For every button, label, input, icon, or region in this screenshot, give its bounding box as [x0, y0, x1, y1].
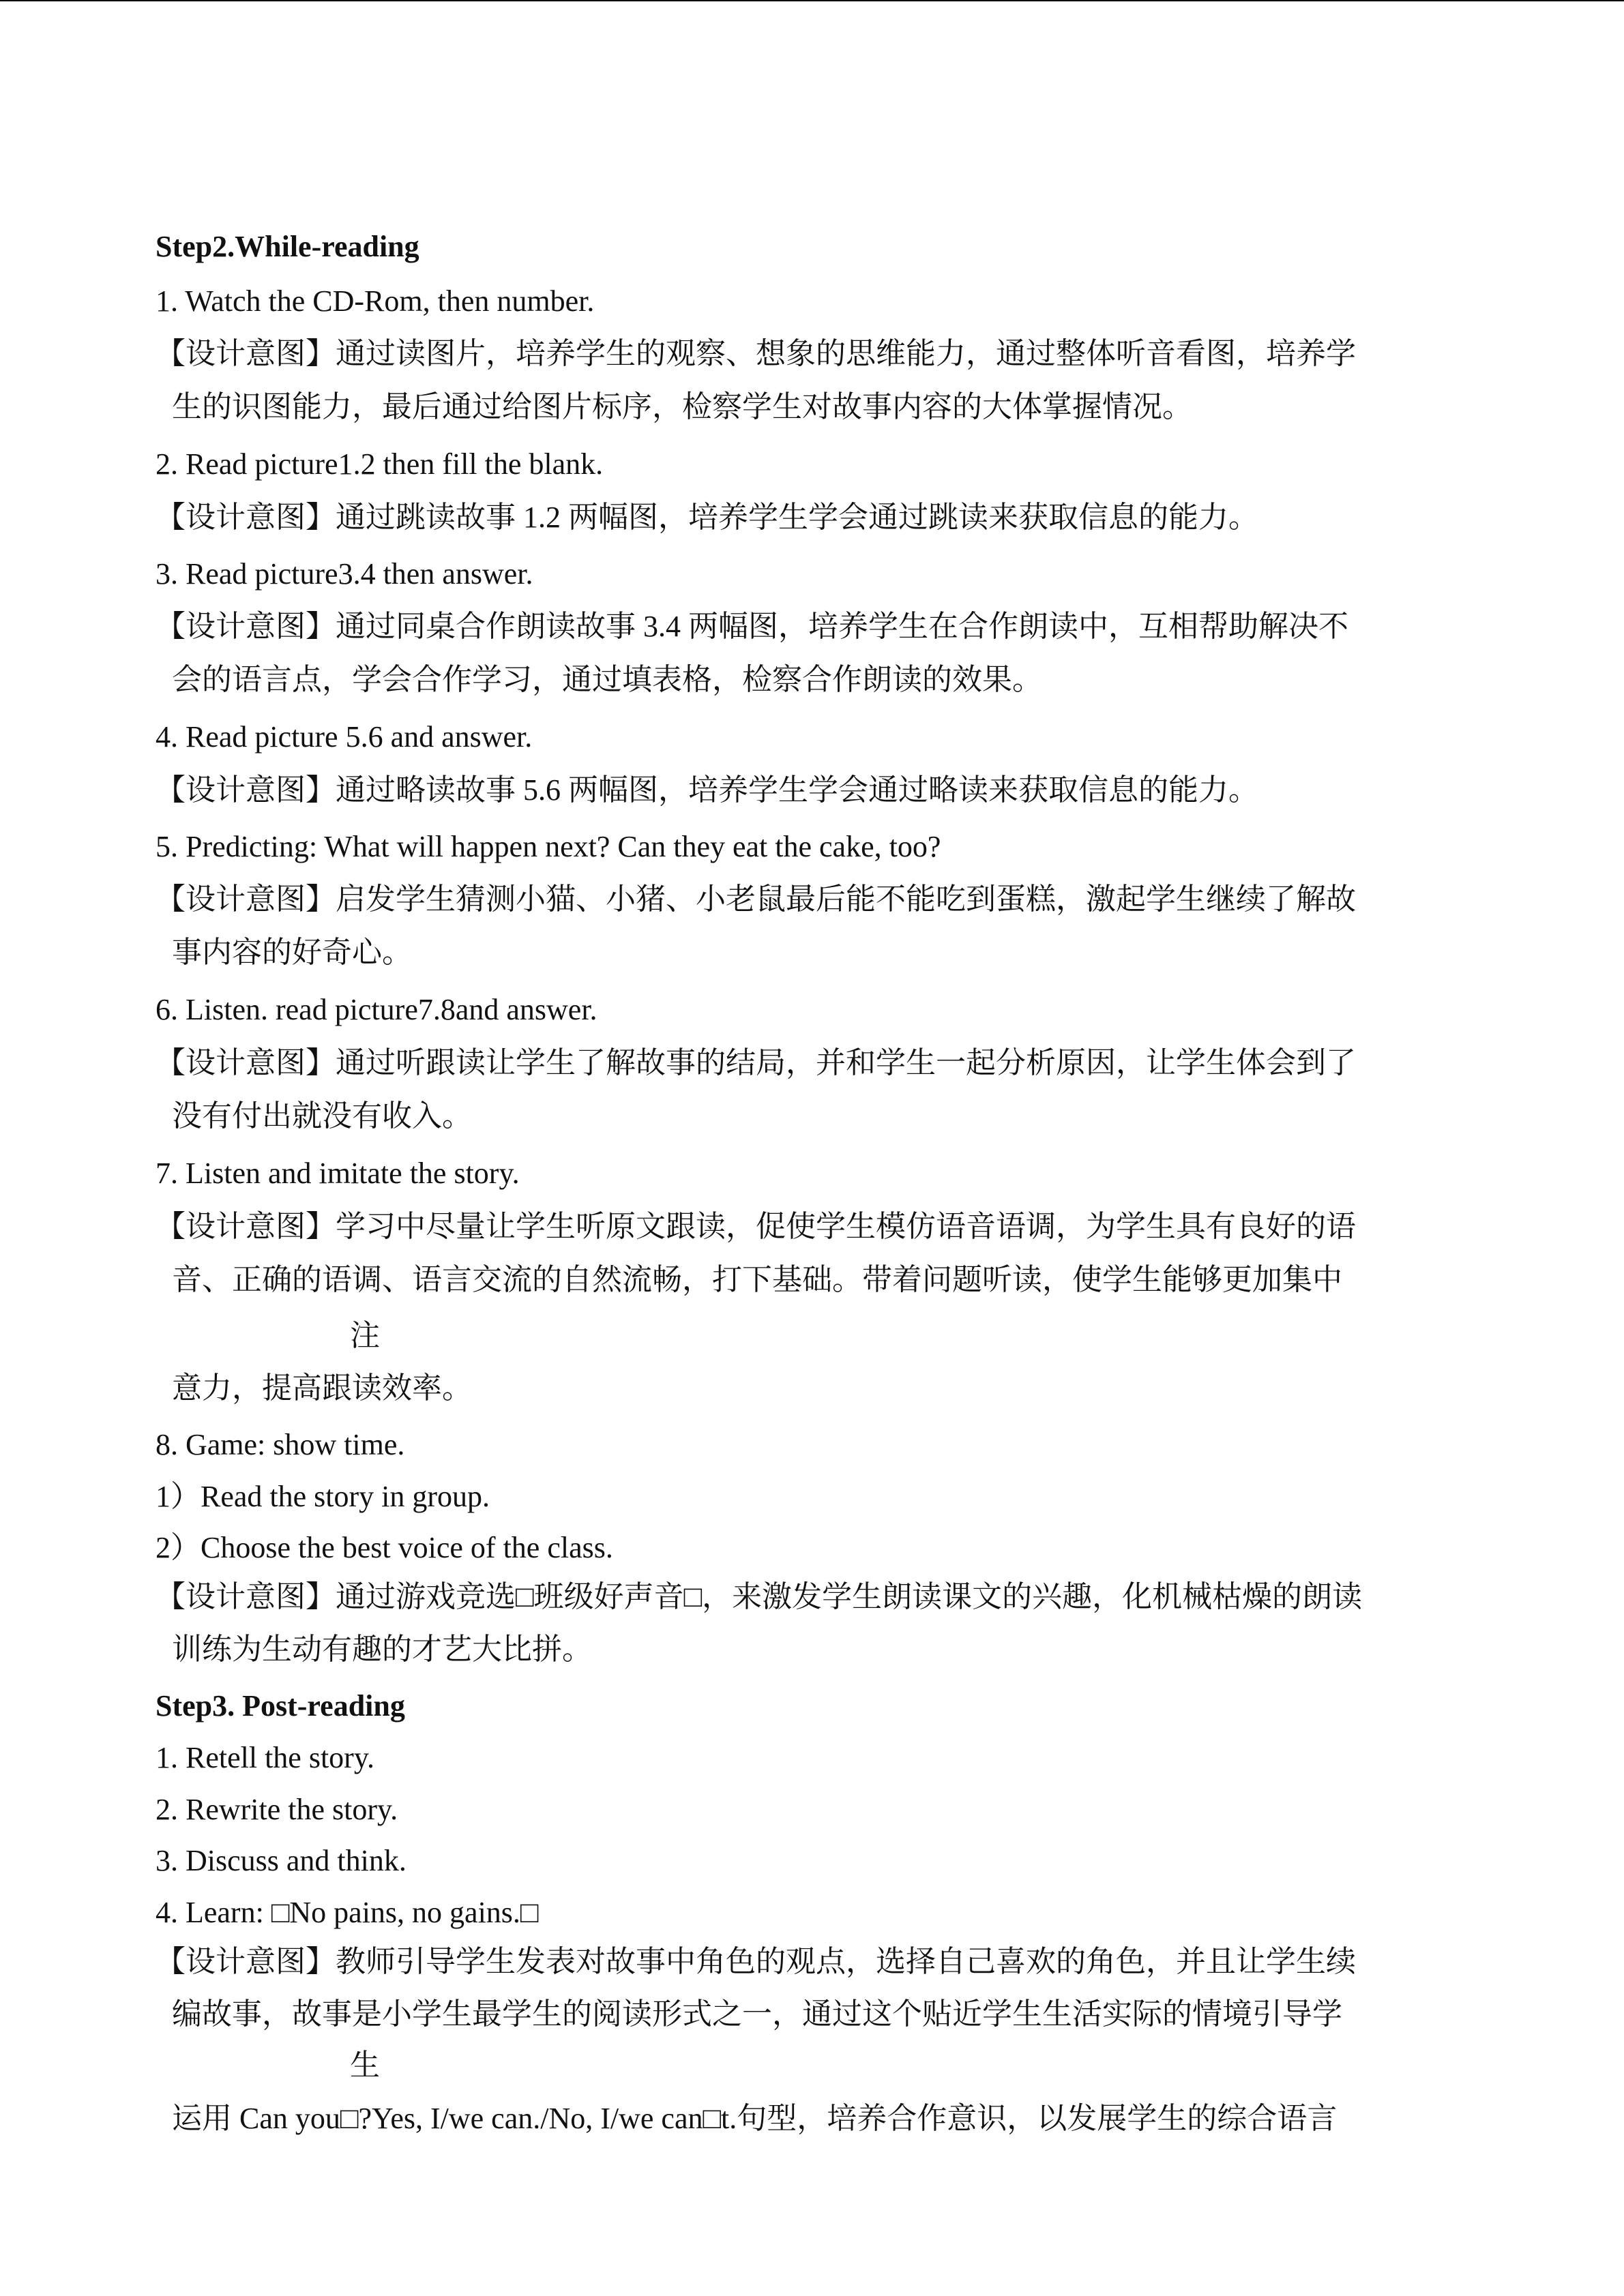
design-intent-6-cont: 没有付出就没有收入。	[172, 1099, 472, 1133]
design-intent-9-cont-2: 运用 Can you□?Yes, I/we can./No, I/we can□t.句型，培养合作意识，以发展学生的综合语言	[172, 2102, 1338, 2135]
step-item-8: 8. Game: show time.	[156, 1428, 405, 1461]
design-intent-9-cont: 编故事，故事是小学生最学生的阅读形式之一，通过这个贴近学生生活实际的情境引导学	[172, 1997, 1342, 2031]
step-item-7: 7. Listen and imitate the story.	[156, 1157, 520, 1190]
design-intent-5-cont: 事内容的好奇心。	[172, 936, 412, 969]
post-item-3: 3. Discuss and think.	[156, 1844, 407, 1877]
design-intent-7-cont: 音、正确的语调、语言交流的自然流畅，打下基础。带着问题听读，使学生能够更加集中	[172, 1263, 1342, 1296]
design-intent-5: 【设计意图】启发学生猜测小猫、小猪、小老鼠最后能不能吃到蛋糕，激起学生继续了解故	[156, 882, 1356, 916]
design-intent-4: 【设计意图】通过略读故事 5.6 两幅图，培养学生学会通过略读来获取信息的能力。	[156, 773, 1258, 807]
design-intent-3-cont: 会的语言点，学会合作学习，通过填表格，检察合作朗读的效果。	[172, 663, 1042, 696]
post-item-1: 1. Retell the story.	[156, 1741, 374, 1774]
design-intent-8: 【设计意图】通过游戏竞选□班级好声音□，来激发学生朗读课文的兴趣，化机械枯燥的朗读	[156, 1580, 1363, 1613]
design-intent-8-cont: 训练为生动有趣的才艺大比拼。	[172, 1632, 592, 1666]
post-item-4: 4. Learn: □No pains, no gains.□	[156, 1896, 539, 1929]
design-intent-7-cont-2: 意力，提高跟读效率。	[172, 1371, 472, 1405]
step-item-1: 1. Watch the CD-Rom, then number.	[156, 284, 595, 318]
design-intent-6: 【设计意图】通过听跟读让学生了解故事的结局，并和学生一起分析原因，让学生体会到了	[156, 1046, 1356, 1079]
section-heading-post-reading: Step3. Post-reading	[156, 1689, 405, 1723]
step-item-8-sub-2: 2）Choose the best voice of the class.	[156, 1531, 613, 1564]
design-intent-9: 【设计意图】教师引导学生发表对故事中角色的观点，选择自己喜欢的角色，并且让学生续	[156, 1945, 1356, 1978]
design-intent-2: 【设计意图】通过跳读故事 1.2 两幅图，培养学生学会通过跳读来获取信息的能力。	[156, 501, 1258, 534]
design-intent-1-cont: 生的识图能力，最后通过给图片标序，检察学生对故事内容的大体掌握情况。	[172, 390, 1192, 423]
design-intent-9-wrap-char: 生	[350, 2048, 380, 2082]
design-intent-7-wrap-char: 注	[350, 1319, 380, 1352]
post-item-2: 2. Rewrite the story.	[156, 1793, 398, 1826]
design-intent-1: 【设计意图】通过读图片，培养学生的观察、想象的思维能力，通过整体听音看图，培养学	[156, 337, 1356, 370]
design-intent-3: 【设计意图】通过同桌合作朗读故事 3.4 两幅图，培养学生在合作朗读中，互相帮助解决不	[156, 610, 1348, 643]
step-item-3: 3. Read picture3.4 then answer.	[156, 557, 533, 591]
section-heading-while-reading: Step2.While-reading	[156, 230, 419, 263]
step-item-8-sub-1: 1）Read the story in group.	[156, 1480, 490, 1513]
step-item-6: 6. Listen. read picture7.8and answer.	[156, 993, 597, 1026]
step-item-5: 5. Predicting: What will happen next? Can they eat the cake, too?	[156, 830, 941, 863]
step-item-4: 4. Read picture 5.6 and answer.	[156, 720, 533, 754]
step-item-2: 2. Read picture1.2 then fill the blank.	[156, 447, 604, 481]
design-intent-7: 【设计意图】学习中尽量让学生听原文跟读，促使学生模仿语音语调，为学生具有良好的语	[156, 1210, 1356, 1243]
